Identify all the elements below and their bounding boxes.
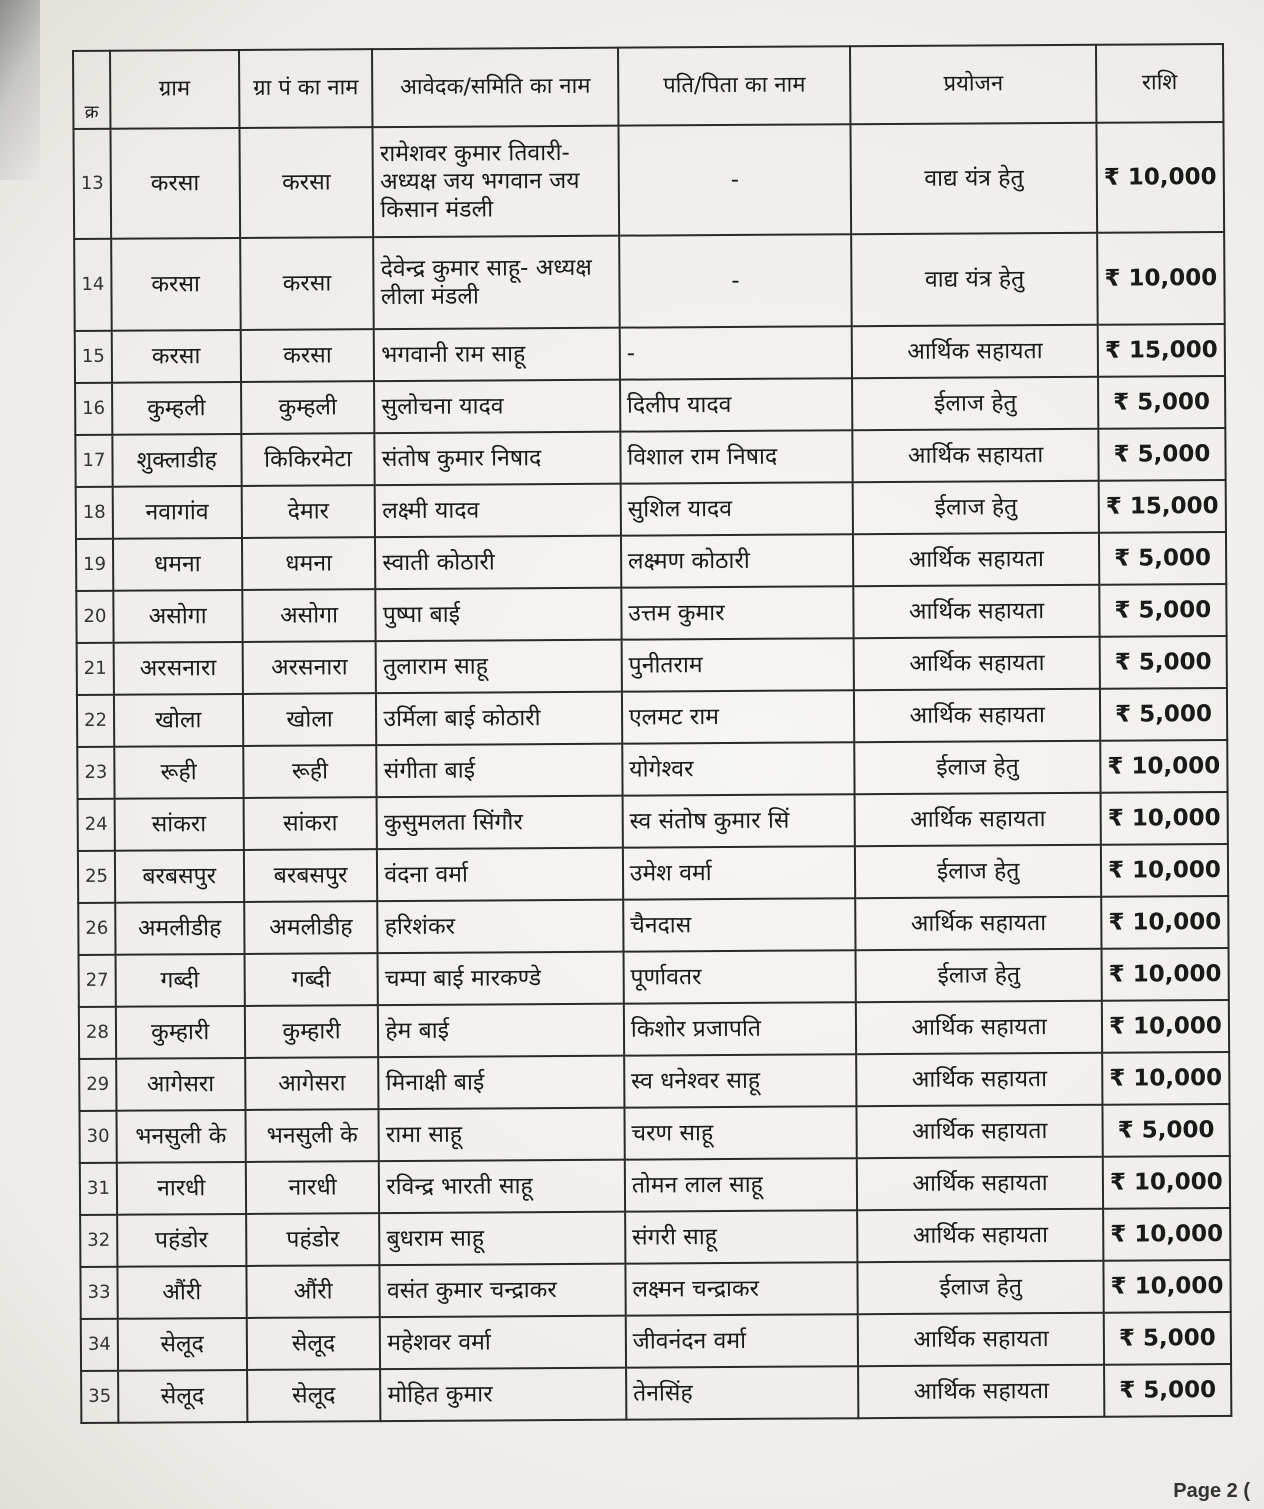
serial-cell: 31 xyxy=(80,1163,117,1215)
father-husband-cell: पूर्णावतर xyxy=(623,950,856,1003)
amount-cell: ₹ 10,000 xyxy=(1096,122,1224,233)
village-cell: भनसुली के xyxy=(116,1110,246,1163)
serial-cell: 14 xyxy=(74,239,111,331)
village-cell: बरबसपुर xyxy=(115,850,245,903)
amount-cell: ₹ 15,000 xyxy=(1099,480,1226,533)
serial-cell: 17 xyxy=(75,435,112,487)
applicant-cell: महेशवर वर्मा xyxy=(380,1316,626,1369)
amount-cell: ₹ 10,000 xyxy=(1101,896,1228,949)
header-purpose: प्रयोजन xyxy=(850,45,1096,124)
amount-cell: ₹ 5,000 xyxy=(1102,1104,1229,1157)
gram-panchayat-cell: असोगा xyxy=(242,589,376,642)
purpose-cell: आर्थिक सहायता xyxy=(856,897,1102,950)
purpose-cell: आर्थिक सहायता xyxy=(854,689,1100,742)
amount-cell: ₹ 10,000 xyxy=(1100,792,1227,845)
serial-cell: 16 xyxy=(75,383,112,435)
serial-cell: 24 xyxy=(78,799,115,851)
purpose-cell: आर्थिक सहायता xyxy=(854,585,1100,638)
father-husband-cell: संगरी साहू xyxy=(625,1210,858,1263)
purpose-cell: ईलाज हेतु xyxy=(852,377,1098,430)
father-husband-cell: उमेश वर्मा xyxy=(623,846,856,899)
father-husband-cell: चरण साहू xyxy=(624,1106,857,1159)
table-row xyxy=(76,532,1226,591)
applicant-cell: देवेन्द्र कुमार साहू- अध्यक्ष लीला मंडली xyxy=(373,236,619,329)
village-cell: खोला xyxy=(114,694,244,747)
table-row xyxy=(81,1312,1231,1371)
village-cell: धमना xyxy=(113,538,243,591)
amount-cell: ₹ 5,000 xyxy=(1099,584,1226,637)
applicant-cell: कुसुमलता सिंगौर xyxy=(377,796,623,849)
village-cell: पहंडोर xyxy=(117,1214,247,1267)
gram-panchayat-cell: अरसनारा xyxy=(242,641,376,694)
amount-cell: ₹ 5,000 xyxy=(1104,1312,1231,1365)
serial-cell: 32 xyxy=(80,1215,117,1267)
village-cell: कुम्हारी xyxy=(115,1006,245,1059)
father-husband-cell: विशाल राम निषाद xyxy=(620,430,853,483)
header-serial: क्र xyxy=(73,51,110,129)
serial-cell: 21 xyxy=(77,643,114,695)
village-cell: करसा xyxy=(110,128,240,239)
amount-cell: ₹ 5,000 xyxy=(1098,376,1225,429)
village-cell: करसा xyxy=(111,238,241,331)
father-husband-cell: दिलीप यादव xyxy=(620,378,853,431)
purpose-cell: आर्थिक सहायता xyxy=(858,1365,1104,1418)
table-row xyxy=(76,480,1226,539)
village-cell: करसा xyxy=(111,330,241,383)
table-row xyxy=(77,636,1227,695)
serial-cell: 29 xyxy=(79,1059,116,1111)
gram-panchayat-cell: कुम्हारी xyxy=(245,1005,379,1058)
gram-panchayat-cell: आगेसरा xyxy=(245,1057,379,1110)
table-row xyxy=(78,792,1228,851)
applicant-cell: चम्पा बाई मारकण्डे xyxy=(378,952,624,1005)
table-row xyxy=(79,1052,1229,1111)
assistance-table xyxy=(72,43,1232,1424)
applicant-cell: लक्ष्मी यादव xyxy=(375,484,621,537)
serial-cell: 13 xyxy=(73,129,110,239)
village-cell: आगेसरा xyxy=(116,1058,246,1111)
gram-panchayat-cell: गब्दी xyxy=(244,953,378,1006)
gram-panchayat-cell: पहंडोर xyxy=(246,1213,380,1266)
table-row xyxy=(78,844,1228,903)
gram-panchayat-cell: खोला xyxy=(243,693,377,746)
gram-panchayat-cell: करसा xyxy=(241,329,375,382)
purpose-cell: आर्थिक सहायता xyxy=(858,1313,1104,1366)
serial-cell: 35 xyxy=(81,1371,118,1423)
applicant-cell: सुलोचना यादव xyxy=(374,380,620,433)
father-husband-cell: लक्ष्मण कोठारी xyxy=(621,534,854,587)
purpose-cell: वाद्य यंत्र हेतु xyxy=(851,123,1097,234)
serial-cell: 30 xyxy=(79,1111,116,1163)
serial-cell: 20 xyxy=(76,591,113,643)
serial-cell: 28 xyxy=(79,1007,116,1059)
amount-cell: ₹ 10,000 xyxy=(1103,1260,1230,1313)
village-cell: गब्दी xyxy=(115,954,245,1007)
applicant-cell: तुलाराम साहू xyxy=(376,640,622,693)
purpose-cell: आर्थिक सहायता xyxy=(854,637,1100,690)
page-number: Page 2 ( xyxy=(1173,1480,1250,1502)
gram-panchayat-cell: औंरी xyxy=(246,1265,380,1318)
table-row xyxy=(73,122,1224,239)
father-husband-cell: चैनदास xyxy=(623,898,856,951)
purpose-cell: ईलाज हेतु xyxy=(856,949,1102,1002)
village-cell: शुक्लाडीह xyxy=(112,434,242,487)
purpose-cell: आर्थिक सहायता xyxy=(857,1157,1103,1210)
applicant-cell: वंदना वर्मा xyxy=(377,848,623,901)
applicant-cell: रामेशवर कुमार तिवारी- अध्यक्ष जय भगवान जय किसान मंडली xyxy=(373,126,619,237)
father-husband-cell: - xyxy=(620,326,853,379)
amount-cell: ₹ 5,000 xyxy=(1098,428,1225,481)
village-cell: सेलूद xyxy=(118,1370,248,1423)
father-husband-cell: उत्तम कुमार xyxy=(621,586,854,639)
table-row xyxy=(75,428,1225,487)
applicant-cell: संगीता बाई xyxy=(377,744,623,797)
table-row xyxy=(77,688,1227,747)
amount-cell: ₹ 10,000 xyxy=(1103,1156,1230,1209)
gram-panchayat-cell: करसा xyxy=(240,237,374,330)
gram-panchayat-cell: सेलूद xyxy=(247,1317,381,1370)
applicant-cell: हेम बाई xyxy=(378,1004,624,1057)
serial-cell: 27 xyxy=(79,955,116,1007)
father-husband-cell: - xyxy=(619,234,852,327)
purpose-cell: आर्थिक सहायता xyxy=(855,793,1101,846)
village-cell: असोगा xyxy=(113,590,243,643)
purpose-cell: आर्थिक सहायता xyxy=(856,1001,1102,1054)
header-village: ग्राम xyxy=(110,50,240,129)
father-husband-cell: एलमट राम xyxy=(622,690,855,743)
amount-cell: ₹ 5,000 xyxy=(1100,636,1227,689)
gram-panchayat-cell: देमार xyxy=(241,485,375,538)
village-cell: नारधी xyxy=(116,1162,246,1215)
applicant-cell: बुधराम साहू xyxy=(379,1212,625,1265)
header-amount: राशि xyxy=(1096,44,1224,123)
serial-cell: 22 xyxy=(77,695,114,747)
header-applicant: आवेदक/समिति का नाम xyxy=(372,48,618,127)
amount-cell: ₹ 5,000 xyxy=(1099,532,1226,585)
serial-cell: 19 xyxy=(76,539,113,591)
father-husband-cell: जीवनंदन वर्मा xyxy=(626,1314,859,1367)
table-row xyxy=(80,1156,1230,1215)
serial-cell: 23 xyxy=(77,747,114,799)
table-header-row xyxy=(73,44,1223,129)
purpose-cell: आर्थिक सहायता xyxy=(858,1209,1104,1262)
father-husband-cell: सुशिल यादव xyxy=(620,482,853,535)
applicant-cell: मोहित कुमार xyxy=(380,1368,626,1421)
purpose-cell: आर्थिक सहायता xyxy=(853,429,1099,482)
applicant-cell: रविन्द्र भारती साहू xyxy=(379,1160,625,1213)
serial-cell: 18 xyxy=(76,487,113,539)
purpose-cell: ईलाज हेतु xyxy=(855,845,1101,898)
gram-panchayat-cell: अमलीडीह xyxy=(244,901,378,954)
amount-cell: ₹ 15,000 xyxy=(1098,324,1225,377)
purpose-cell: वाद्य यंत्र हेतु xyxy=(852,233,1098,326)
amount-cell: ₹ 10,000 xyxy=(1100,740,1227,793)
serial-cell: 15 xyxy=(75,331,112,383)
father-husband-cell: तेनसिंह xyxy=(626,1366,859,1419)
table-row xyxy=(79,1000,1229,1059)
gram-panchayat-cell: भनसुली के xyxy=(245,1109,379,1162)
applicant-cell: संतोष कुमार निषाद xyxy=(375,432,621,485)
purpose-cell: ईलाज हेतु xyxy=(853,481,1099,534)
applicant-cell: रामा साहू xyxy=(379,1108,625,1161)
amount-cell: ₹ 5,000 xyxy=(1104,1364,1231,1417)
gram-panchayat-cell: कुम्हली xyxy=(241,381,375,434)
village-cell: अमलीडीह xyxy=(115,902,245,955)
village-cell: सांकरा xyxy=(114,798,244,851)
amount-cell: ₹ 10,000 xyxy=(1097,232,1225,325)
applicant-cell: भगवानी राम साहू xyxy=(374,328,620,381)
amount-cell: ₹ 10,000 xyxy=(1102,1000,1229,1053)
table-row xyxy=(79,1104,1229,1163)
purpose-cell: आर्थिक सहायता xyxy=(853,533,1099,586)
table-row xyxy=(81,1364,1231,1423)
applicant-cell: पुष्पा बाई xyxy=(376,588,622,641)
father-husband-cell: लक्ष्मन चन्द्राकर xyxy=(625,1262,858,1315)
table-row xyxy=(79,948,1229,1007)
gram-panchayat-cell: सांकरा xyxy=(243,797,377,850)
purpose-cell: ईलाज हेतु xyxy=(858,1261,1104,1314)
table-row xyxy=(75,376,1225,435)
father-husband-cell: किशोर प्रजापति xyxy=(624,1002,857,1055)
father-husband-cell: योगेश्वर xyxy=(622,742,855,795)
gram-panchayat-cell: बरबसपुर xyxy=(244,849,378,902)
village-cell: अरसनारा xyxy=(113,642,243,695)
amount-cell: ₹ 10,000 xyxy=(1102,1052,1229,1105)
purpose-cell: आर्थिक सहायता xyxy=(857,1105,1103,1158)
table-row xyxy=(80,1208,1230,1267)
table-row xyxy=(78,896,1228,955)
table-row xyxy=(76,584,1226,643)
father-husband-cell: तोमन लाल साहू xyxy=(625,1158,858,1211)
applicant-cell: वसंत कुमार चन्द्राकर xyxy=(380,1264,626,1317)
father-husband-cell: स्व संतोष कुमार सिं xyxy=(622,794,855,847)
father-husband-cell: स्व धनेश्वर साहू xyxy=(624,1054,857,1107)
header-father-husband: पति/पिता का नाम xyxy=(618,46,851,125)
purpose-cell: आर्थिक सहायता xyxy=(852,325,1098,378)
applicant-cell: मिनाक्षी बाई xyxy=(378,1056,624,1109)
gram-panchayat-cell: रूही xyxy=(243,745,377,798)
table-body xyxy=(73,122,1231,1423)
amount-cell: ₹ 10,000 xyxy=(1103,1208,1230,1261)
village-cell: सेलूद xyxy=(117,1318,247,1371)
serial-cell: 25 xyxy=(78,851,115,903)
village-cell: कुम्हली xyxy=(112,382,242,435)
applicant-cell: उर्मिला बाई कोठारी xyxy=(376,692,622,745)
table-row xyxy=(77,740,1227,799)
gram-panchayat-cell: धमना xyxy=(242,537,376,590)
page-edge-shadow xyxy=(0,0,40,180)
header-gram-panchayat: ग्रा पं का नाम xyxy=(239,49,373,128)
village-cell: रूही xyxy=(114,746,244,799)
serial-cell: 26 xyxy=(78,903,115,955)
applicant-cell: हरिशंकर xyxy=(378,900,624,953)
father-husband-cell: - xyxy=(618,124,851,235)
purpose-cell: ईलाज हेतु xyxy=(855,741,1101,794)
table-row xyxy=(80,1260,1230,1319)
village-cell: नवागांव xyxy=(112,486,242,539)
village-cell: औंरी xyxy=(117,1266,247,1319)
purpose-cell: आर्थिक सहायता xyxy=(857,1053,1103,1106)
amount-cell: ₹ 10,000 xyxy=(1101,844,1228,897)
father-husband-cell: पुनीतराम xyxy=(621,638,854,691)
gram-panchayat-cell: सेलूद xyxy=(247,1369,381,1422)
gram-panchayat-cell: किकिरमेटा xyxy=(241,433,375,486)
amount-cell: ₹ 5,000 xyxy=(1100,688,1227,741)
gram-panchayat-cell: करसा xyxy=(239,127,373,238)
serial-cell: 34 xyxy=(81,1319,118,1371)
serial-cell: 33 xyxy=(80,1267,117,1319)
amount-cell: ₹ 10,000 xyxy=(1101,948,1228,1001)
table-row xyxy=(75,324,1225,383)
gram-panchayat-cell: नारधी xyxy=(246,1161,380,1214)
table-row xyxy=(74,232,1225,331)
applicant-cell: स्वाती कोठारी xyxy=(375,536,621,589)
